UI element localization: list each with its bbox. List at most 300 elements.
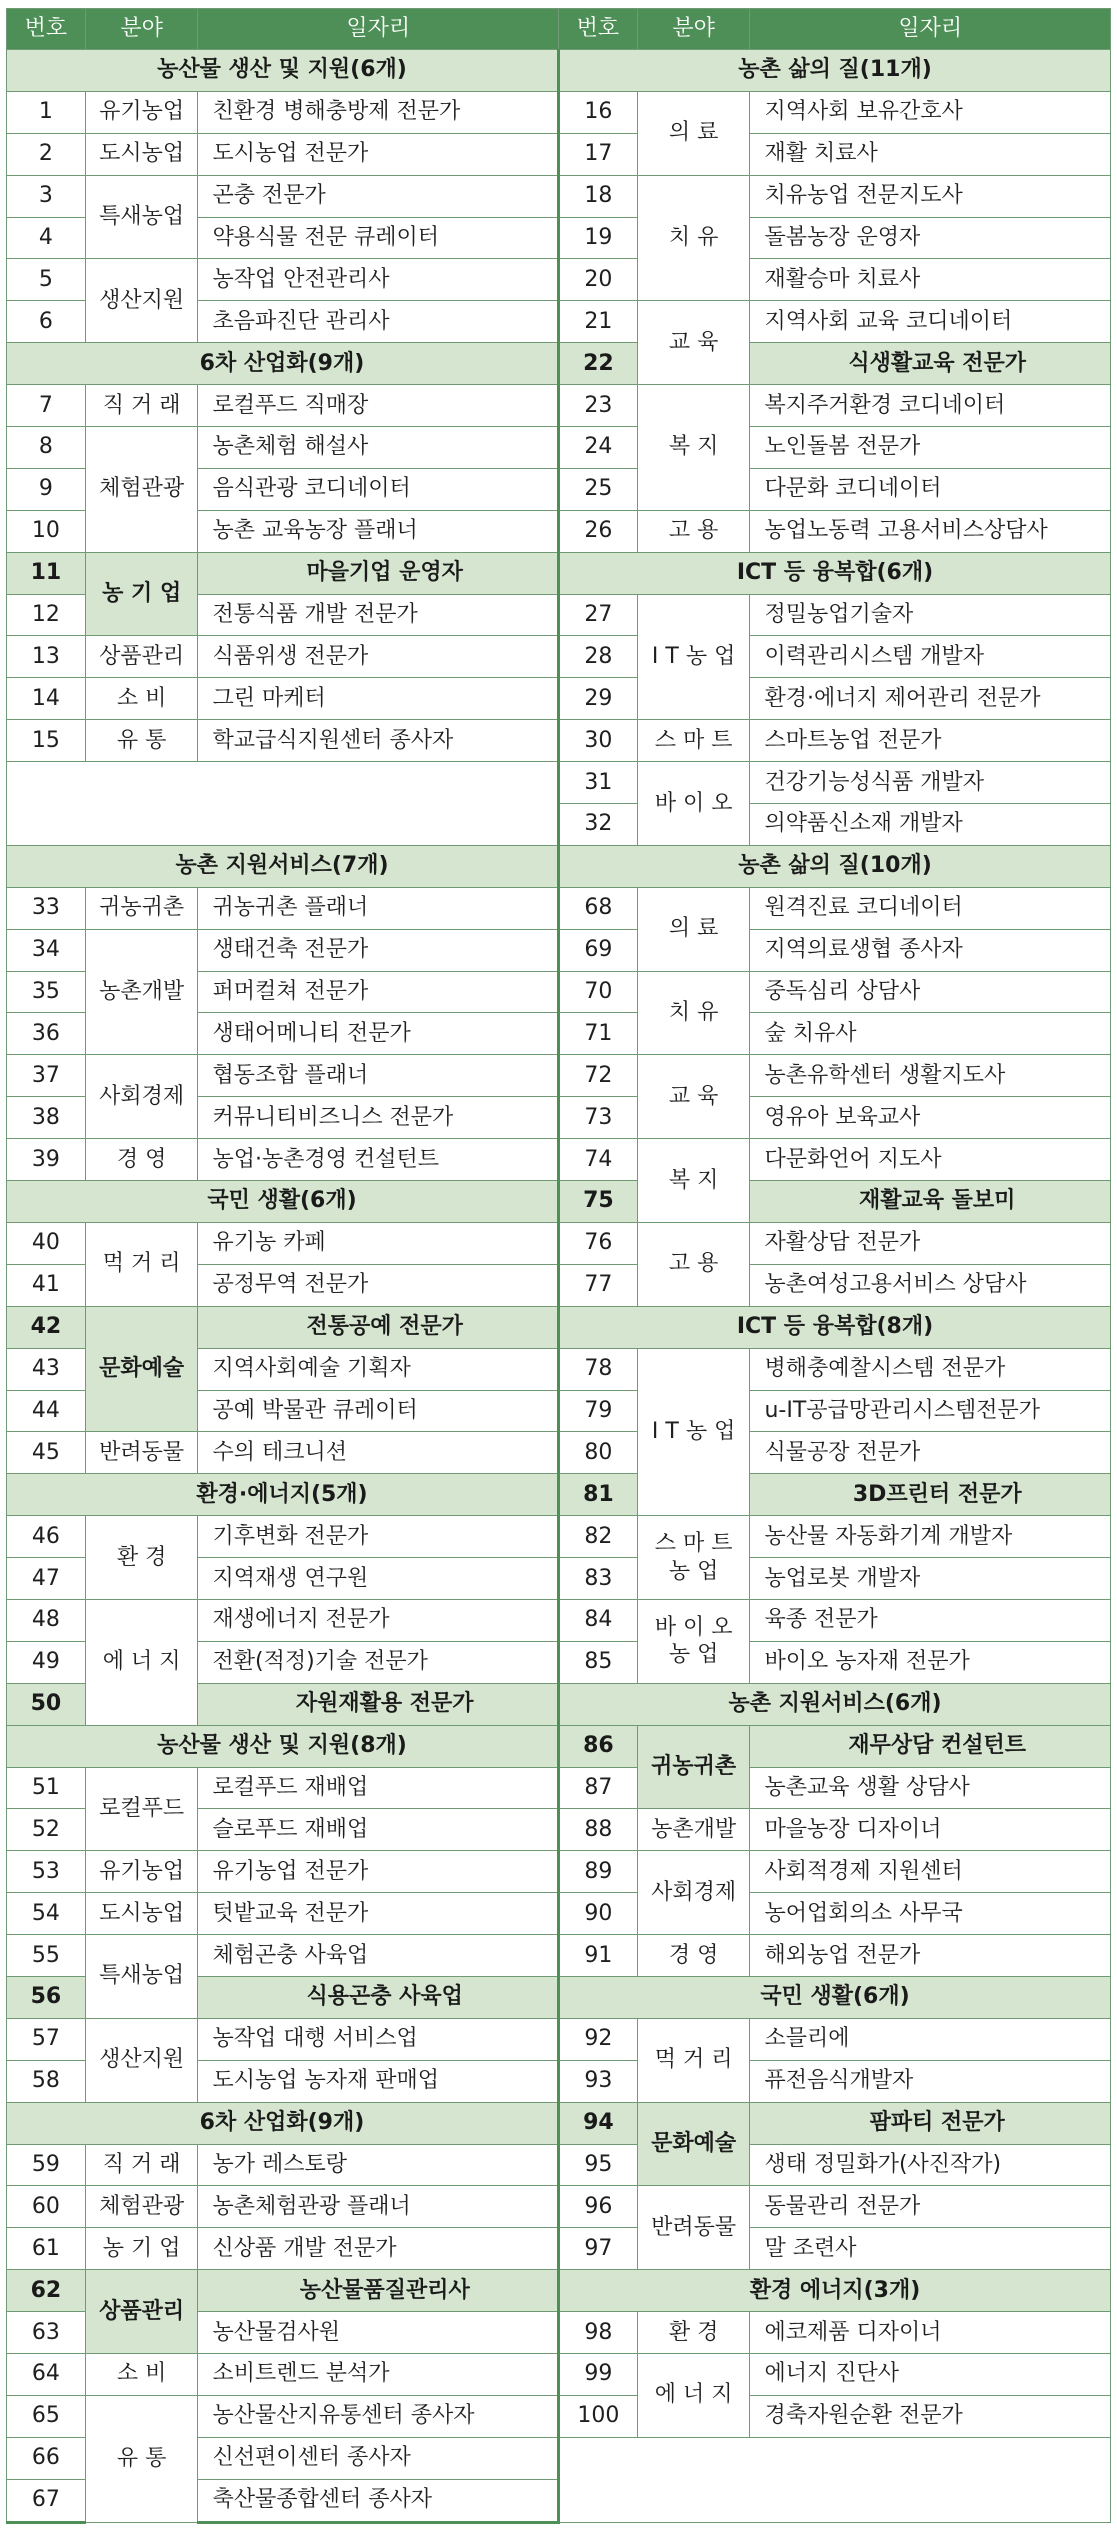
field-cell-left: 도시농업 — [85, 1893, 198, 1935]
job-title-left: 마을기업 운영자 — [198, 552, 558, 594]
row-number-right: 16 — [558, 91, 637, 133]
row-number-right: 29 — [558, 678, 637, 720]
job-title-right: 환경·에너지 제어관리 전문가 — [750, 678, 1111, 720]
row-number-left: 65 — [7, 2395, 86, 2437]
field-cell-left: 농촌개발 — [85, 929, 198, 1055]
row-number-left: 39 — [7, 1139, 86, 1181]
table-row — [7, 678, 1111, 720]
job-title-right: 병해충예찰시스템 전문가 — [750, 1348, 1111, 1390]
table-row — [7, 1935, 1111, 1977]
row-number-right: 83 — [558, 1558, 637, 1600]
field-cell-left: 직 거 래 — [85, 2144, 198, 2186]
field-cell-left: 에 너 지 — [85, 1599, 198, 1725]
table-row — [7, 1893, 1111, 1935]
job-title-right: 원격진료 코디네이터 — [750, 887, 1111, 929]
job-title-left: 유기농업 전문가 — [198, 1851, 558, 1893]
row-number-right: 24 — [558, 427, 637, 469]
job-title-right: 동물관리 전문가 — [750, 2186, 1111, 2228]
field-cell-left: 문화예술 — [85, 1306, 198, 1432]
row-number-left: 14 — [7, 678, 86, 720]
job-title-right: 농촌여성고용서비스 상담사 — [750, 1264, 1111, 1306]
job-title-right: 해외농업 전문가 — [750, 1935, 1111, 1977]
job-title-left: 농촌체험 해설사 — [198, 427, 558, 469]
row-number-right: 25 — [558, 468, 637, 510]
job-title-left: 농작업 대행 서비스업 — [198, 2018, 558, 2060]
row-number-right: 23 — [558, 385, 637, 427]
job-title-right: 지역의료생협 종사자 — [750, 929, 1111, 971]
header-field-right: 분야 — [637, 9, 750, 50]
row-number-right: 88 — [558, 1809, 637, 1851]
row-number-right: 84 — [558, 1599, 637, 1641]
row-number-right: 99 — [558, 2353, 637, 2395]
job-title-left: 그린 마케터 — [198, 678, 558, 720]
row-number-left: 36 — [7, 1013, 86, 1055]
row-number-left: 61 — [7, 2228, 86, 2270]
row-number-left: 62 — [7, 2270, 86, 2312]
job-title-left: 식용곤충 사육업 — [198, 1976, 558, 2018]
row-number-left: 11 — [7, 552, 86, 594]
job-title-right: 재활승마 치료사 — [750, 259, 1111, 301]
table-row — [7, 1767, 1111, 1809]
job-title-right: 바이오 농자재 전문가 — [750, 1641, 1111, 1683]
field-cell-left: 농 기 업 — [85, 2228, 198, 2270]
table-row — [7, 2270, 1111, 2312]
job-title-right: 스마트농업 전문가 — [750, 720, 1111, 762]
row-number-left: 1 — [7, 91, 86, 133]
section-heading-left: 농산물 생산 및 지원(6개) — [7, 50, 559, 92]
field-cell-right: 먹 거 리 — [637, 2018, 750, 2102]
section-heading-left: 국민 생활(6개) — [7, 1181, 559, 1223]
row-number-left: 67 — [7, 2479, 86, 2522]
table-row — [7, 1599, 1111, 1641]
field-cell-left: 로컬푸드 — [85, 1767, 198, 1851]
row-number-left: 43 — [7, 1348, 86, 1390]
section-heading-right: 환경 에너지(3개) — [558, 2270, 1110, 2312]
row-number-right: 87 — [558, 1767, 637, 1809]
row-number-left: 50 — [7, 1683, 86, 1725]
job-title-left: 공예 박물관 큐레이터 — [198, 1390, 558, 1432]
row-number-right: 28 — [558, 636, 637, 678]
field-cell-right: 에 너 지 — [637, 2353, 750, 2437]
job-title-left: 곤충 전문가 — [198, 175, 558, 217]
job-title-right: 건강기능성식품 개발자 — [750, 762, 1111, 804]
section-heading-right: 국민 생활(6개) — [558, 1976, 1110, 2018]
row-number-left: 60 — [7, 2186, 86, 2228]
job-title-left: 전환(적정)기술 전문가 — [198, 1641, 558, 1683]
row-number-right: 86 — [558, 1725, 637, 1767]
job-title-left: 지역재생 연구원 — [198, 1558, 558, 1600]
row-number-left: 54 — [7, 1893, 86, 1935]
header-field-left: 분야 — [85, 9, 198, 50]
table-row — [7, 427, 1111, 469]
table-row — [7, 175, 1111, 217]
job-title-left: 협동조합 플래너 — [198, 1055, 558, 1097]
field-cell-left: 특새농업 — [85, 1935, 198, 2019]
field-cell-right: 농촌개발 — [637, 1809, 750, 1851]
job-title-right: 다문화 코디네이터 — [750, 468, 1111, 510]
job-title-right: 지역사회 교육 코디네이터 — [750, 301, 1111, 343]
job-title-right: 정밀농업기술자 — [750, 594, 1111, 636]
row-number-left: 57 — [7, 2018, 86, 2060]
job-title-right: 육종 전문가 — [750, 1599, 1111, 1641]
table-row — [7, 1055, 1111, 1097]
field-cell-right: 사회경제 — [637, 1851, 750, 1935]
row-number-left: 48 — [7, 1599, 86, 1641]
row-number-right: 85 — [558, 1641, 637, 1683]
row-number-left: 44 — [7, 1390, 86, 1432]
row-number-left: 53 — [7, 1851, 86, 1893]
field-cell-left: 유 통 — [85, 2395, 198, 2522]
table-body — [7, 50, 1111, 2523]
table-row — [7, 50, 1111, 92]
row-number-right: 32 — [558, 804, 637, 846]
table-row — [7, 552, 1111, 594]
section-heading-left: 6차 산업화(9개) — [7, 2102, 559, 2144]
table-row — [7, 845, 1111, 887]
header-no-right: 번호 — [558, 9, 637, 50]
job-title-left: 수의 테크니션 — [198, 1432, 558, 1474]
job-title-right: 3D프린터 전문가 — [750, 1474, 1111, 1516]
field-cell-left: 생산지원 — [85, 259, 198, 343]
field-cell-left: 유기농업 — [85, 1851, 198, 1893]
row-number-left: 55 — [7, 1935, 86, 1977]
job-title-left: 로컬푸드 재배업 — [198, 1767, 558, 1809]
field-cell-right: 귀농귀촌 — [637, 1725, 750, 1809]
field-cell-right: 반려동물 — [637, 2186, 750, 2270]
row-number-left: 35 — [7, 971, 86, 1013]
job-title-left: 커뮤니티비즈니스 전문가 — [198, 1097, 558, 1139]
job-title-left: 체험곤충 사육업 — [198, 1935, 558, 1977]
table-row — [7, 2353, 1111, 2395]
job-title-left: 식품위생 전문가 — [198, 636, 558, 678]
field-cell-left: 상품관리 — [85, 636, 198, 678]
row-number-left: 40 — [7, 1222, 86, 1264]
table-row — [7, 1725, 1111, 1767]
field-cell-left: 특새농업 — [85, 175, 198, 259]
row-number-right: 75 — [558, 1181, 637, 1223]
job-title-left: 농산물품질관리사 — [198, 2270, 558, 2312]
table-row — [7, 1222, 1111, 1264]
job-title-right: 복지주거환경 코디네이터 — [750, 385, 1111, 427]
row-number-left: 66 — [7, 2437, 86, 2479]
row-number-right: 27 — [558, 594, 637, 636]
row-number-left: 46 — [7, 1516, 86, 1558]
field-cell-left: 체험관광 — [85, 427, 198, 553]
row-number-left: 2 — [7, 133, 86, 175]
table-row — [7, 1516, 1111, 1558]
row-number-right: 94 — [558, 2102, 637, 2144]
field-cell-right: 문화예술 — [637, 2102, 750, 2186]
job-title-right: 경축자원순환 전문가 — [750, 2395, 1111, 2437]
field-cell-right — [637, 1516, 750, 1600]
row-number-right: 81 — [558, 1474, 637, 1516]
field-cell-left: 체험관광 — [85, 2186, 198, 2228]
table-row — [7, 2018, 1111, 2060]
row-number-right: 92 — [558, 2018, 637, 2060]
field-line: 농 업 — [668, 1558, 719, 1584]
row-number-right: 82 — [558, 1516, 637, 1558]
section-heading-right: ICT 등 융복합(6개) — [558, 552, 1110, 594]
row-number-left: 45 — [7, 1432, 86, 1474]
row-number-right: 30 — [558, 720, 637, 762]
job-title-right: 이력관리시스템 개발자 — [750, 636, 1111, 678]
row-number-left: 4 — [7, 217, 86, 259]
job-title-right: 소믈리에 — [750, 2018, 1111, 2060]
row-number-left: 6 — [7, 301, 86, 343]
job-title-right: 농촌교육 생활 상담사 — [750, 1767, 1111, 1809]
field-cell-left: 도시농업 — [85, 133, 198, 175]
row-number-right: 17 — [558, 133, 637, 175]
table-row — [7, 1139, 1111, 1181]
job-title-left: 생태어메니티 전문가 — [198, 1013, 558, 1055]
field-cell-left: 귀농귀촌 — [85, 887, 198, 929]
row-number-right: 22 — [558, 343, 637, 385]
job-title-right: 식생활교육 전문가 — [750, 343, 1111, 385]
row-number-left: 56 — [7, 1976, 86, 2018]
field-cell-right: 바 이 오 — [637, 762, 750, 846]
field-cell-left: 먹 거 리 — [85, 1222, 198, 1306]
row-number-right: 77 — [558, 1264, 637, 1306]
job-title-right: 농업노동력 고용서비스상담사 — [750, 510, 1111, 552]
row-number-right: 21 — [558, 301, 637, 343]
job-title-left: 생태건축 전문가 — [198, 929, 558, 971]
section-heading-left: 6차 산업화(9개) — [7, 343, 559, 385]
field-cell-right: 교 육 — [637, 301, 750, 385]
section-heading-right: 농촌 삶의 질(10개) — [558, 845, 1110, 887]
row-number-left: 10 — [7, 510, 86, 552]
section-heading-left: 환경·에너지(5개) — [7, 1474, 559, 1516]
field-cell-right: 고 용 — [637, 510, 750, 552]
field-cell-right: 치 유 — [637, 175, 750, 301]
row-number-left: 33 — [7, 887, 86, 929]
job-title-left: 도시농업 전문가 — [198, 133, 558, 175]
table-row — [7, 1181, 1111, 1223]
table-row — [7, 133, 1111, 175]
job-title-left: 지역사회예술 기획자 — [198, 1348, 558, 1390]
row-number-right: 100 — [558, 2395, 637, 2437]
field-cell-right: I T 농 업 — [637, 594, 750, 720]
table-row — [7, 636, 1111, 678]
row-number-left: 63 — [7, 2312, 86, 2354]
job-title-right: 자활상담 전문가 — [750, 1222, 1111, 1264]
section-heading-left: 농촌 지원서비스(7개) — [7, 845, 559, 887]
job-title-right: 다문화언어 지도사 — [750, 1139, 1111, 1181]
job-title-left: 약용식물 전문 큐레이터 — [198, 217, 558, 259]
row-number-left: 42 — [7, 1306, 86, 1348]
row-number-left: 3 — [7, 175, 86, 217]
job-title-right: 농어업회의소 사무국 — [750, 1893, 1111, 1935]
row-number-right: 90 — [558, 1893, 637, 1935]
row-number-left: 41 — [7, 1264, 86, 1306]
field-cell-right: 치 유 — [637, 971, 750, 1055]
job-title-left: 농작업 안전관리사 — [198, 259, 558, 301]
row-number-right: 93 — [558, 2060, 637, 2102]
row-number-left: 9 — [7, 468, 86, 510]
job-title-left: 농산물산지유통센터 종사자 — [198, 2395, 558, 2437]
job-title-left: 슬로푸드 재배업 — [198, 1809, 558, 1851]
table-row — [7, 2144, 1111, 2186]
job-title-left: 유기농 카페 — [198, 1222, 558, 1264]
row-number-right: 19 — [558, 217, 637, 259]
table-row — [7, 91, 1111, 133]
job-title-left: 기후변화 전문가 — [198, 1516, 558, 1558]
row-number-left: 5 — [7, 259, 86, 301]
row-number-right: 74 — [558, 1139, 637, 1181]
field-cell-right: 고 용 — [637, 1222, 750, 1306]
job-title-right: 에너지 진단사 — [750, 2353, 1111, 2395]
row-number-right: 71 — [558, 1013, 637, 1055]
job-title-left: 퍼머컬쳐 전문가 — [198, 971, 558, 1013]
job-title-right: 재무상담 컨설턴트 — [750, 1725, 1111, 1767]
field-line: 스 마 트 — [654, 1531, 733, 1557]
field-line: 농 업 — [668, 1642, 719, 1668]
table-row — [7, 929, 1111, 971]
row-number-right: 89 — [558, 1851, 637, 1893]
table-row — [7, 259, 1111, 301]
field-cell-right: 의 료 — [637, 887, 750, 971]
field-cell-left: 반려동물 — [85, 1432, 198, 1474]
field-cell-left: 직 거 래 — [85, 385, 198, 427]
table-row — [7, 2228, 1111, 2270]
job-title-right: 재활교육 돌보미 — [750, 1181, 1111, 1223]
job-title-left: 음식관광 코디네이터 — [198, 468, 558, 510]
row-number-right: 70 — [558, 971, 637, 1013]
section-heading-right: 농촌 삶의 질(11개) — [558, 50, 1110, 92]
table-row — [7, 887, 1111, 929]
header-no-left: 번호 — [7, 9, 86, 50]
field-cell-right: 교 육 — [637, 1055, 750, 1139]
job-title-left: 농촌 교육농장 플래너 — [198, 510, 558, 552]
field-cell-left: 환 경 — [85, 1516, 198, 1600]
row-number-right: 98 — [558, 2312, 637, 2354]
job-title-left: 초음파진단 관리사 — [198, 301, 558, 343]
row-number-left: 12 — [7, 594, 86, 636]
row-number-right: 91 — [558, 1935, 637, 1977]
job-title-left: 농촌체험관광 플래너 — [198, 2186, 558, 2228]
row-number-left: 64 — [7, 2353, 86, 2395]
job-title-right: 재활 치료사 — [750, 133, 1111, 175]
empty-cell-right — [558, 2437, 1110, 2522]
table-row — [7, 720, 1111, 762]
job-title-right: 돌봄농장 운영자 — [750, 217, 1111, 259]
row-number-right: 97 — [558, 2228, 637, 2270]
field-cell-right: 복 지 — [637, 1139, 750, 1223]
row-number-right: 78 — [558, 1348, 637, 1390]
job-title-left: 농업·농촌경영 컨설턴트 — [198, 1139, 558, 1181]
job-title-right: 농업로봇 개발자 — [750, 1558, 1111, 1600]
row-number-right: 18 — [558, 175, 637, 217]
row-number-left: 7 — [7, 385, 86, 427]
job-title-right: 노인돌봄 전문가 — [750, 427, 1111, 469]
row-number-left: 49 — [7, 1641, 86, 1683]
job-title-left: 친환경 병해충방제 전문가 — [198, 91, 558, 133]
table-row — [7, 1474, 1111, 1516]
table-row — [7, 2102, 1111, 2144]
row-number-right: 31 — [558, 762, 637, 804]
job-title-left: 재생에너지 전문가 — [198, 1599, 558, 1641]
row-number-left: 37 — [7, 1055, 86, 1097]
row-number-right: 68 — [558, 887, 637, 929]
field-cell-right: 스 마 트 — [637, 720, 750, 762]
table-row — [7, 385, 1111, 427]
empty-cell-left — [7, 762, 559, 846]
row-number-left: 52 — [7, 1809, 86, 1851]
row-number-left: 8 — [7, 427, 86, 469]
row-number-right: 20 — [558, 259, 637, 301]
job-title-left: 축산물종합센터 종사자 — [198, 2479, 558, 2522]
row-number-left: 34 — [7, 929, 86, 971]
job-title-left: 자원재활용 전문가 — [198, 1683, 558, 1725]
table-row — [7, 343, 1111, 385]
job-title-right: 퓨전음식개발자 — [750, 2060, 1111, 2102]
job-title-right: 에코제품 디자이너 — [750, 2312, 1111, 2354]
field-cell-right: 환 경 — [637, 2312, 750, 2354]
row-number-left: 58 — [7, 2060, 86, 2102]
section-heading-right: 농촌 지원서비스(6개) — [558, 1683, 1110, 1725]
field-cell-right: 경 영 — [637, 1935, 750, 1977]
field-cell-left: 소 비 — [85, 678, 198, 720]
job-title-left: 귀농귀촌 플래너 — [198, 887, 558, 929]
field-cell-left: 소 비 — [85, 2353, 198, 2395]
job-title-right: 마을농장 디자이너 — [750, 1809, 1111, 1851]
header-row — [7, 9, 1111, 50]
job-title-right: 사회적경제 지원센터 — [750, 1851, 1111, 1893]
job-title-right: 팜파티 전문가 — [750, 2102, 1111, 2144]
job-table — [6, 8, 1111, 2524]
field-line: 바 이 오 — [654, 1614, 733, 1640]
field-cell-right: 의 료 — [637, 91, 750, 175]
field-cell-left: 농 기 업 — [85, 552, 198, 636]
table-row — [7, 1306, 1111, 1348]
field-cell-right: 복 지 — [637, 385, 750, 511]
field-cell-left: 생산지원 — [85, 2018, 198, 2102]
job-title-right: 치유농업 전문지도사 — [750, 175, 1111, 217]
row-number-left: 51 — [7, 1767, 86, 1809]
table-row — [7, 2395, 1111, 2437]
row-number-left: 59 — [7, 2144, 86, 2186]
row-number-right: 79 — [558, 1390, 637, 1432]
job-title-left: 소비트렌드 분석가 — [198, 2353, 558, 2395]
field-cell-left: 유 통 — [85, 720, 198, 762]
job-title-right: 지역사회 보유간호사 — [750, 91, 1111, 133]
row-number-right: 80 — [558, 1432, 637, 1474]
field-cell-left: 사회경제 — [85, 1055, 198, 1139]
field-cell-right — [637, 1599, 750, 1683]
table-row — [7, 1432, 1111, 1474]
header-job-right: 일자리 — [750, 9, 1111, 50]
job-title-left: 농산물검사원 — [198, 2312, 558, 2354]
job-title-left: 전통공예 전문가 — [198, 1306, 558, 1348]
row-number-left: 47 — [7, 1558, 86, 1600]
field-cell-left: 유기농업 — [85, 91, 198, 133]
job-title-right: 농산물 자동화기계 개발자 — [750, 1516, 1111, 1558]
row-number-right: 72 — [558, 1055, 637, 1097]
section-heading-right: ICT 등 융복합(8개) — [558, 1306, 1110, 1348]
row-number-right: 26 — [558, 510, 637, 552]
field-cell-left: 경 영 — [85, 1139, 198, 1181]
row-number-right: 69 — [558, 929, 637, 971]
job-title-left: 농가 레스토랑 — [198, 2144, 558, 2186]
row-number-right: 95 — [558, 2144, 637, 2186]
row-number-left: 15 — [7, 720, 86, 762]
field-cell-left: 상품관리 — [85, 2270, 198, 2354]
row-number-right: 73 — [558, 1097, 637, 1139]
table-row — [7, 1851, 1111, 1893]
job-title-right: 중독심리 상담사 — [750, 971, 1111, 1013]
job-title-right: 말 조련사 — [750, 2228, 1111, 2270]
job-title-left: 학교급식지원센터 종사자 — [198, 720, 558, 762]
row-number-left: 38 — [7, 1097, 86, 1139]
